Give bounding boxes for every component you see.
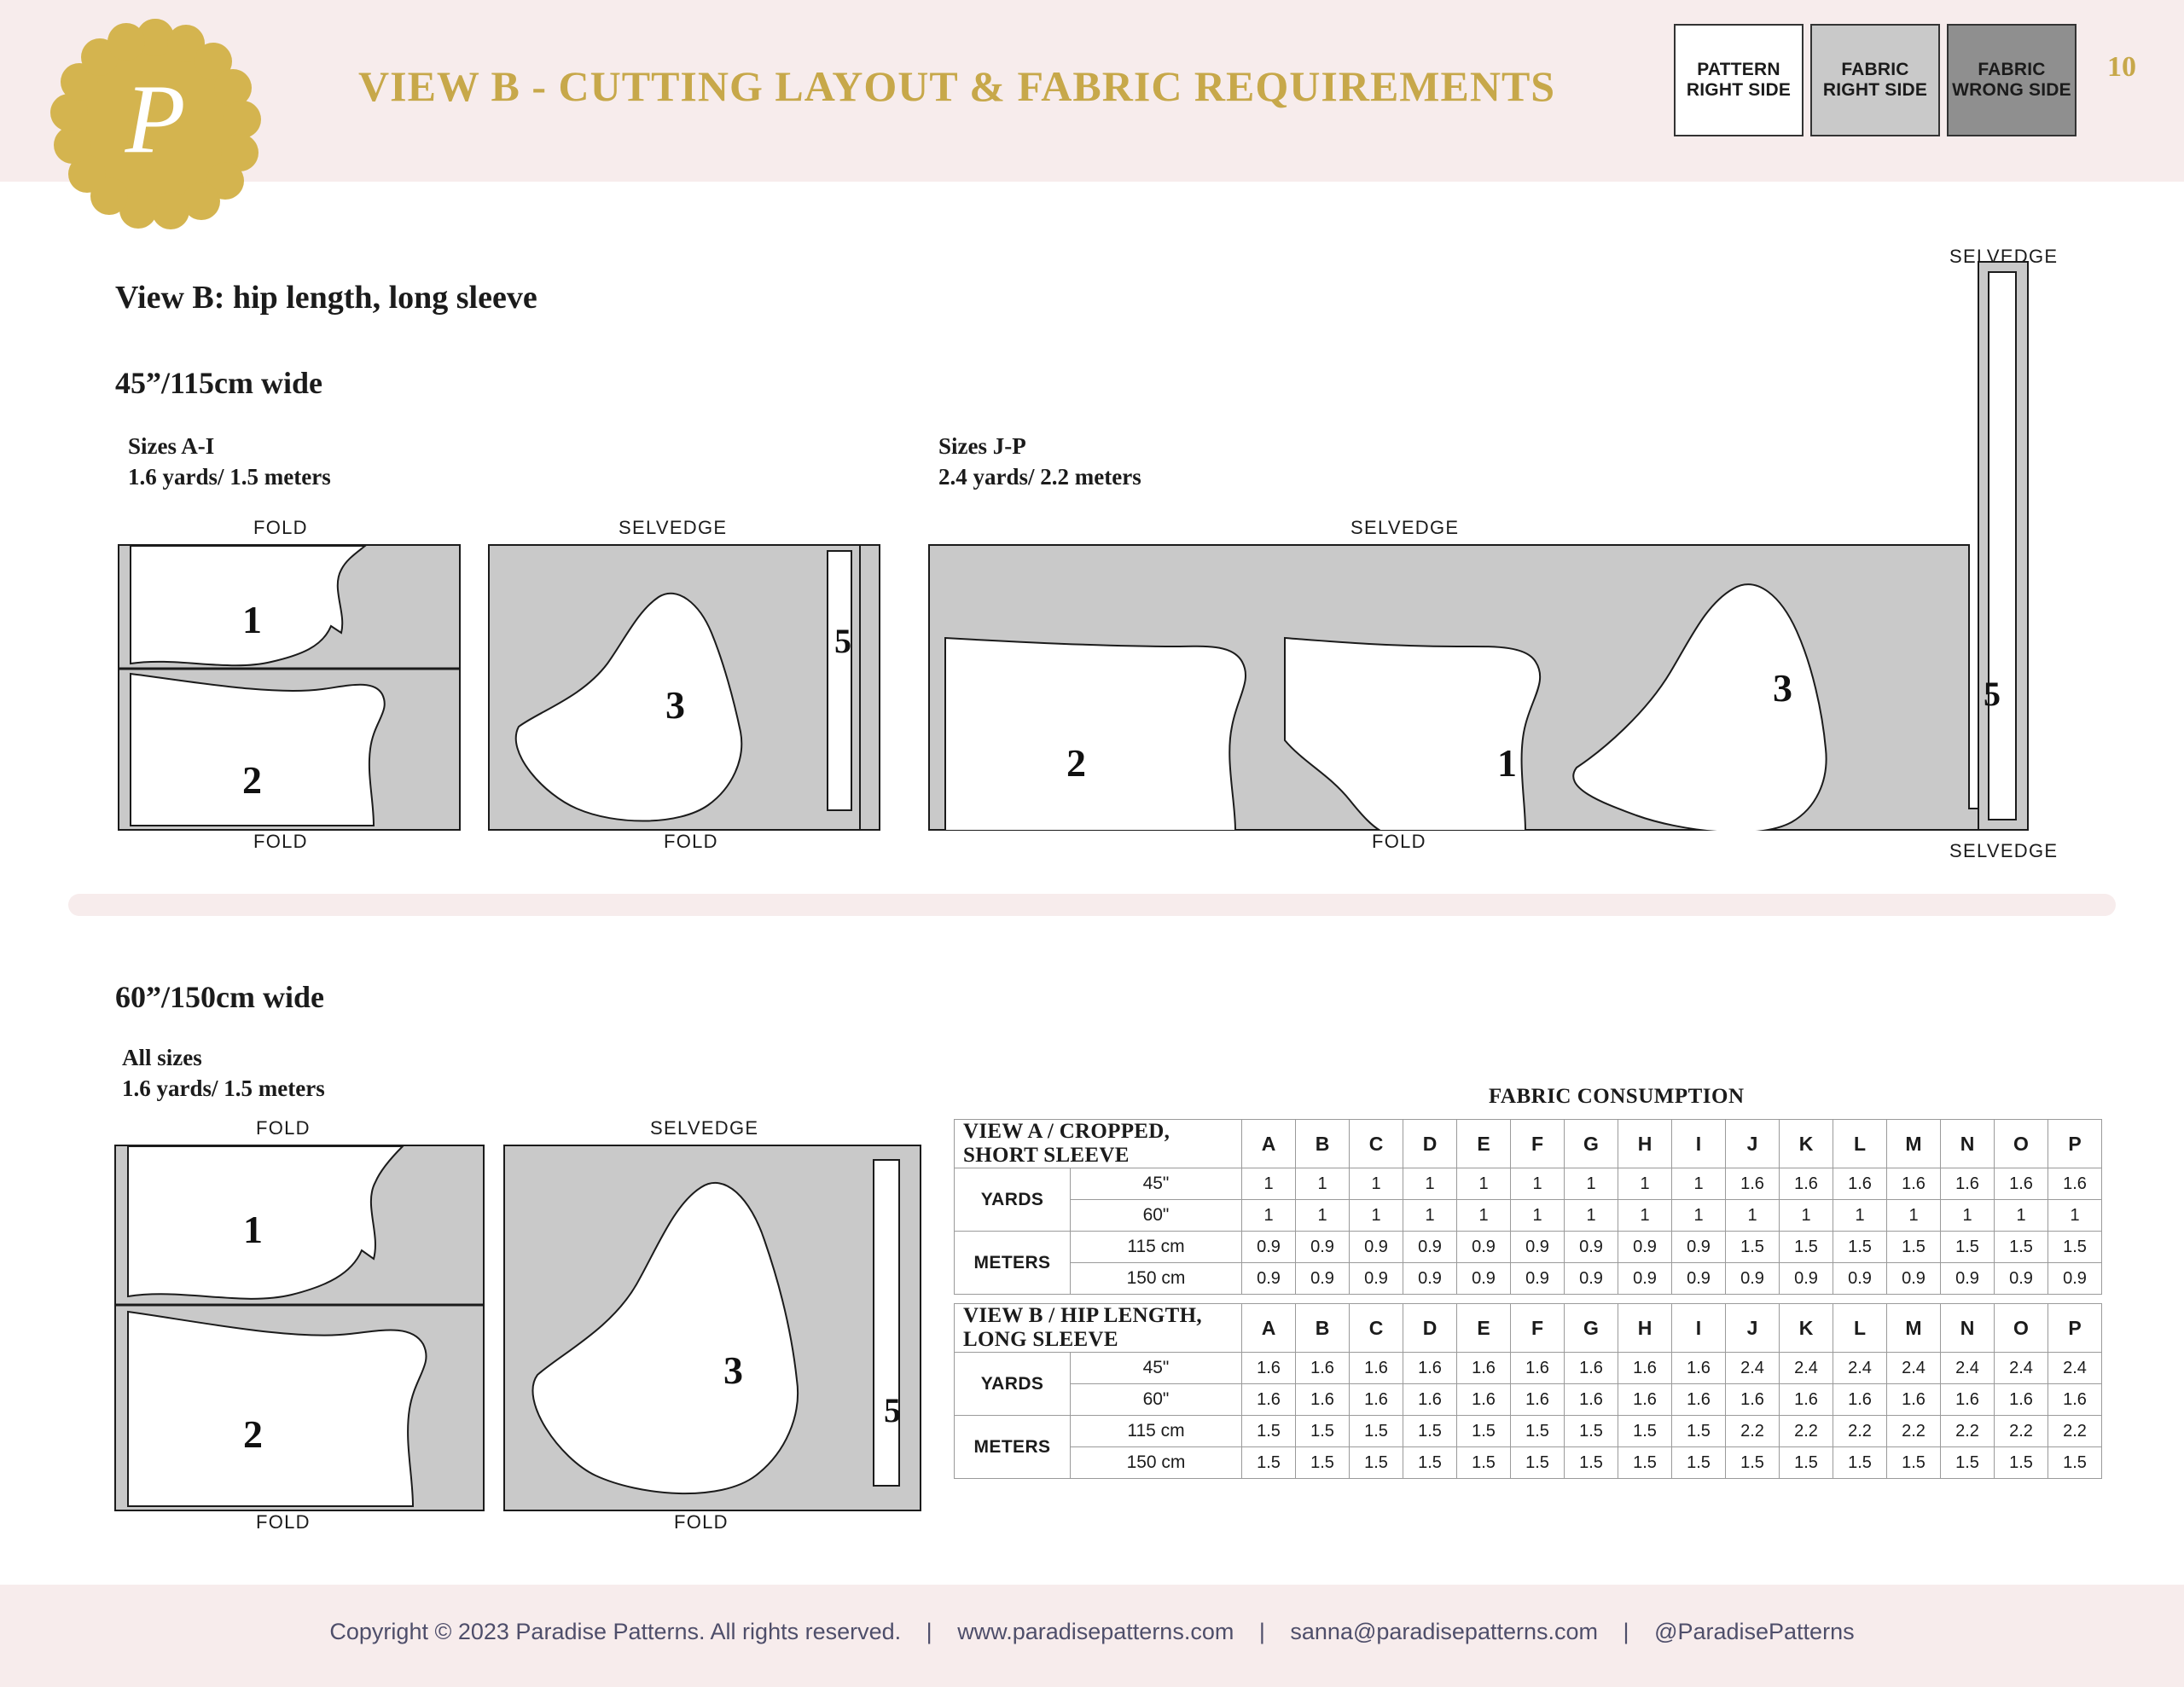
size-column-header: J xyxy=(1726,1304,1780,1353)
consumption-value: 0.9 xyxy=(1296,1263,1350,1295)
consumption-value: 1.6 xyxy=(1995,1168,2048,1200)
all-sizes-label: All sizes xyxy=(122,1045,202,1070)
consumption-value: 1 xyxy=(1618,1200,1672,1232)
sizes-j-p-yardage: 2.4 yards/ 2.2 meters xyxy=(938,464,1141,490)
consumption-value: 1 xyxy=(1350,1200,1403,1232)
measure-label: 150 cm xyxy=(1071,1263,1242,1295)
consumption-value: 1.6 xyxy=(1403,1384,1457,1416)
consumption-value: 1.5 xyxy=(1618,1416,1672,1447)
footer-copyright: Copyright © 2023 Paradise Patterns. All rights reserved. xyxy=(329,1619,902,1644)
consumption-value: 0.9 xyxy=(1833,1263,1887,1295)
piece-number-3-a: 3 xyxy=(665,683,685,727)
consumption-value: 1 xyxy=(1565,1168,1618,1200)
consumption-value: 0.9 xyxy=(1403,1263,1457,1295)
piece-number-1-a: 1 xyxy=(242,598,262,641)
consumption-value: 1 xyxy=(1457,1168,1511,1200)
piece-number-5-c: 5 xyxy=(884,1391,901,1429)
consumption-value: 1.5 xyxy=(1995,1232,2048,1263)
consumption-value: 1.6 xyxy=(1403,1353,1457,1384)
consumption-value: 1.5 xyxy=(1457,1447,1511,1479)
consumption-value: 1.5 xyxy=(1941,1232,1995,1263)
size-column-header: N xyxy=(1941,1304,1995,1353)
pattern-pieces-c2 xyxy=(503,1145,921,1511)
table-row xyxy=(955,1263,2102,1295)
consumption-value: 2.2 xyxy=(1833,1416,1887,1447)
piece-number-5-a: 5 xyxy=(834,622,851,660)
consumption-value: 1 xyxy=(1618,1168,1672,1200)
sizes-j-p-label: Sizes J-P xyxy=(938,433,1026,459)
consumption-value: 2.4 xyxy=(1995,1353,2048,1384)
consumption-value: 1 xyxy=(1833,1200,1887,1232)
sizes-a-i-label: Sizes A-I xyxy=(128,433,215,459)
size-column-header: B xyxy=(1296,1120,1350,1168)
consumption-value: 2.4 xyxy=(1833,1353,1887,1384)
consumption-value: 0.9 xyxy=(1242,1232,1296,1263)
table-row xyxy=(955,1200,2102,1232)
consumption-value: 1.6 xyxy=(1887,1384,1941,1416)
consumption-value: 1.5 xyxy=(1995,1447,2048,1479)
consumption-value: 0.9 xyxy=(1457,1232,1511,1263)
size-column-header: K xyxy=(1780,1304,1833,1353)
selvedge-label-b-top: SELVEDGE xyxy=(1350,517,1460,538)
consumption-value: 2.2 xyxy=(1995,1416,2048,1447)
page-number: 10 xyxy=(2107,51,2136,83)
consumption-value: 1.6 xyxy=(1833,1168,1887,1200)
consumption-value: 1.5 xyxy=(1350,1416,1403,1447)
consumption-value: 1.6 xyxy=(1618,1353,1672,1384)
consumption-value: 0.9 xyxy=(1780,1263,1833,1295)
footer-separator-2: | xyxy=(1258,1619,1265,1644)
consumption-value: 1.5 xyxy=(1672,1447,1726,1479)
piece-number-3-b: 3 xyxy=(1773,666,1792,710)
consumption-value: 1.5 xyxy=(1296,1447,1350,1479)
consumption-value: 1.5 xyxy=(2048,1447,2102,1479)
table-header-row xyxy=(955,1120,2102,1168)
selvedge-label-c2: SELVEDGE xyxy=(650,1117,759,1139)
consumption-value: 1.6 xyxy=(1350,1353,1403,1384)
fold-label-a2: FOLD xyxy=(664,831,718,852)
size-column-header: A xyxy=(1242,1304,1296,1353)
footer-content xyxy=(0,1619,2184,1645)
consumption-value: 2.4 xyxy=(1941,1353,1995,1384)
width-heading-60: 60”/150cm wide xyxy=(115,980,324,1014)
consumption-value: 1 xyxy=(1296,1168,1350,1200)
fold-label-bottom-c: FOLD xyxy=(256,1511,311,1533)
sizes-a-i-note xyxy=(128,431,331,493)
consumption-value: 1.5 xyxy=(1887,1232,1941,1263)
fabric-consumption-title: FABRIC CONSUMPTION xyxy=(1489,1085,1745,1108)
consumption-value: 1.5 xyxy=(1565,1416,1618,1447)
fold-label-bottom-a: FOLD xyxy=(253,831,308,852)
consumption-value: 1 xyxy=(1726,1200,1780,1232)
consumption-value: 1.5 xyxy=(1403,1416,1457,1447)
consumption-value: 0.9 xyxy=(1941,1263,1995,1295)
consumption-value: 1.5 xyxy=(1833,1232,1887,1263)
fabric-consumption-table-view-a xyxy=(954,1119,2102,1295)
consumption-value: 0.9 xyxy=(1672,1263,1726,1295)
size-column-header: K xyxy=(1780,1120,1833,1168)
size-column-header: P xyxy=(2048,1304,2102,1353)
fold-label-top-a: FOLD xyxy=(253,517,308,538)
consumption-value: 2.2 xyxy=(2048,1416,2102,1447)
consumption-value: 1.5 xyxy=(1457,1416,1511,1447)
measure-label: 45" xyxy=(1071,1168,1242,1200)
consumption-value: 2.2 xyxy=(1941,1416,1995,1447)
consumption-value: 0.9 xyxy=(1511,1263,1565,1295)
consumption-value: 1 xyxy=(1457,1200,1511,1232)
consumption-value: 1.6 xyxy=(2048,1168,2102,1200)
consumption-value: 1.6 xyxy=(1780,1168,1833,1200)
footer-website[interactable]: www.paradisepatterns.com xyxy=(957,1619,1234,1644)
consumption-value: 0.9 xyxy=(1350,1263,1403,1295)
fabric-consumption-table-view-b xyxy=(954,1303,2102,1479)
consumption-value: 1.5 xyxy=(1941,1447,1995,1479)
consumption-value: 0.9 xyxy=(1457,1263,1511,1295)
piece-number-2-b: 2 xyxy=(1066,741,1086,785)
consumption-value: 1.5 xyxy=(1833,1447,1887,1479)
consumption-value: 1 xyxy=(1350,1168,1403,1200)
consumption-value: 1.6 xyxy=(1780,1384,1833,1416)
size-column-header: F xyxy=(1511,1120,1565,1168)
piece-number-5-b: 5 xyxy=(1984,675,2001,713)
consumption-value: 1.6 xyxy=(1511,1353,1565,1384)
size-column-header: F xyxy=(1511,1304,1565,1353)
consumption-value: 1.5 xyxy=(1780,1232,1833,1263)
size-column-header: C xyxy=(1350,1304,1403,1353)
measure-label: 115 cm xyxy=(1071,1232,1242,1263)
consumption-value: 1.6 xyxy=(1457,1353,1511,1384)
measure-label: 150 cm xyxy=(1071,1447,1242,1479)
fold-label-c2: FOLD xyxy=(674,1511,729,1533)
consumption-value: 1.5 xyxy=(1511,1416,1565,1447)
consumption-value: 0.9 xyxy=(1618,1263,1672,1295)
table-row xyxy=(955,1232,2102,1263)
table-row xyxy=(955,1447,2102,1479)
consumption-value: 1.5 xyxy=(1726,1232,1780,1263)
consumption-value: 0.9 xyxy=(1565,1232,1618,1263)
svg-text:P: P xyxy=(125,65,186,174)
size-column-header: O xyxy=(1995,1120,2048,1168)
table-row xyxy=(955,1384,2102,1416)
consumption-value: 1 xyxy=(1511,1168,1565,1200)
consumption-value: 1.6 xyxy=(1350,1384,1403,1416)
consumption-value: 2.4 xyxy=(2048,1353,2102,1384)
size-column-header: P xyxy=(2048,1120,2102,1168)
consumption-value: 1 xyxy=(1403,1200,1457,1232)
unit-label: METERS xyxy=(955,1416,1071,1479)
size-column-header: H xyxy=(1618,1304,1672,1353)
consumption-value: 2.2 xyxy=(1726,1416,1780,1447)
size-column-header: I xyxy=(1672,1304,1726,1353)
consumption-value: 0.9 xyxy=(1565,1263,1618,1295)
consumption-value: 1 xyxy=(1780,1200,1833,1232)
pattern-pieces-b xyxy=(928,544,2029,831)
consumption-value: 2.4 xyxy=(1887,1353,1941,1384)
measure-label: 60" xyxy=(1071,1384,1242,1416)
consumption-value: 1 xyxy=(1511,1200,1565,1232)
size-column-header: I xyxy=(1672,1120,1726,1168)
consumption-value: 0.9 xyxy=(1726,1263,1780,1295)
footer-separator-3: | xyxy=(1623,1619,1629,1644)
consumption-value: 1.6 xyxy=(1565,1384,1618,1416)
selvedge-label-b-strip-top: SELVEDGE xyxy=(1949,246,2059,267)
consumption-value: 1.6 xyxy=(1565,1353,1618,1384)
consumption-value: 1 xyxy=(1296,1200,1350,1232)
size-column-header: M xyxy=(1887,1120,1941,1168)
pattern-pieces-a1 xyxy=(118,544,461,831)
consumption-value: 1.6 xyxy=(1242,1353,1296,1384)
consumption-value: 1 xyxy=(1672,1168,1726,1200)
consumption-value: 1.6 xyxy=(1457,1384,1511,1416)
consumption-value: 1.6 xyxy=(1833,1384,1887,1416)
size-column-header: O xyxy=(1995,1304,2048,1353)
piece-number-3-c: 3 xyxy=(723,1348,743,1392)
consumption-value: 0.9 xyxy=(1242,1263,1296,1295)
section-divider xyxy=(68,894,2116,916)
size-column-header: L xyxy=(1833,1304,1887,1353)
view-subtitle: View B: hip length, long sleeve xyxy=(115,280,537,316)
consumption-value: 2.2 xyxy=(1887,1416,1941,1447)
selvedge-label-b-strip-bottom: SELVEDGE xyxy=(1949,840,2059,861)
consumption-value: 1.5 xyxy=(2048,1232,2102,1263)
unit-label: YARDS xyxy=(955,1168,1071,1232)
consumption-value: 0.9 xyxy=(1995,1263,2048,1295)
consumption-value: 1.5 xyxy=(1618,1447,1672,1479)
consumption-value: 1.5 xyxy=(1726,1447,1780,1479)
consumption-value: 1.5 xyxy=(1565,1447,1618,1479)
size-column-header: E xyxy=(1457,1120,1511,1168)
consumption-value: 0.9 xyxy=(1618,1232,1672,1263)
size-column-header: C xyxy=(1350,1120,1403,1168)
table-name: VIEW A / CROPPED, SHORT SLEEVE xyxy=(955,1120,1242,1168)
fold-label-b: FOLD xyxy=(1372,831,1426,852)
consumption-value: 1 xyxy=(1995,1200,2048,1232)
size-column-header: D xyxy=(1403,1304,1457,1353)
size-column-header: J xyxy=(1726,1120,1780,1168)
consumption-value: 1 xyxy=(1672,1200,1726,1232)
legend-pattern-right-side: PATTERN RIGHT SIDE xyxy=(1674,24,1804,136)
consumption-value: 2.4 xyxy=(1780,1353,1833,1384)
consumption-value: 1 xyxy=(1941,1200,1995,1232)
brand-logo xyxy=(49,19,261,230)
size-column-header: D xyxy=(1403,1120,1457,1168)
page-title: VIEW B - CUTTING LAYOUT & FABRIC REQUIREMENTS xyxy=(358,62,1556,110)
consumption-value: 1 xyxy=(2048,1200,2102,1232)
consumption-value: 1.6 xyxy=(1941,1384,1995,1416)
consumption-value: 1.5 xyxy=(1350,1447,1403,1479)
consumption-value: 1 xyxy=(1242,1200,1296,1232)
consumption-value: 2.2 xyxy=(1780,1416,1833,1447)
consumption-value: 1.6 xyxy=(1672,1384,1726,1416)
all-sizes-yardage: 1.6 yards/ 1.5 meters xyxy=(122,1075,325,1102)
sizes-a-i-yardage: 1.6 yards/ 1.5 meters xyxy=(128,464,331,490)
consumption-value: 1.6 xyxy=(1242,1384,1296,1416)
legend-fabric-right-side: FABRIC RIGHT SIDE xyxy=(1810,24,1940,136)
consumption-value: 0.9 xyxy=(1887,1263,1941,1295)
consumption-value: 1.5 xyxy=(1672,1416,1726,1447)
size-column-header: E xyxy=(1457,1304,1511,1353)
size-column-header: A xyxy=(1242,1120,1296,1168)
consumption-value: 1 xyxy=(1403,1168,1457,1200)
table-row xyxy=(955,1168,2102,1200)
consumption-value: 1.5 xyxy=(1296,1416,1350,1447)
consumption-value: 0.9 xyxy=(1350,1232,1403,1263)
consumption-value: 1.6 xyxy=(2048,1384,2102,1416)
footer-email[interactable]: sanna@paradisepatterns.com xyxy=(1290,1619,1599,1644)
consumption-value: 1.5 xyxy=(1242,1416,1296,1447)
all-sizes-note xyxy=(122,1042,325,1104)
consumption-value: 1.6 xyxy=(1887,1168,1941,1200)
pattern-piece-5-strip-b xyxy=(1988,271,2017,820)
measure-label: 115 cm xyxy=(1071,1416,1242,1447)
consumption-value: 0.9 xyxy=(2048,1263,2102,1295)
unit-label: YARDS xyxy=(955,1353,1071,1416)
piece-number-2-c: 2 xyxy=(243,1412,263,1456)
width-heading-45: 45”/115cm wide xyxy=(115,366,322,400)
consumption-value: 0.9 xyxy=(1672,1232,1726,1263)
measure-label: 60" xyxy=(1071,1200,1242,1232)
consumption-value: 1.5 xyxy=(1511,1447,1565,1479)
unit-label: METERS xyxy=(955,1232,1071,1295)
consumption-value: 1.5 xyxy=(1780,1447,1833,1479)
consumption-value: 1.6 xyxy=(1296,1353,1350,1384)
measure-label: 45" xyxy=(1071,1353,1242,1384)
consumption-value: 1.6 xyxy=(1726,1168,1780,1200)
footer-social[interactable]: @ParadisePatterns xyxy=(1654,1619,1855,1644)
table-name: VIEW B / HIP LENGTH, LONG SLEEVE xyxy=(955,1304,1242,1353)
piece-number-2-a: 2 xyxy=(242,758,262,802)
consumption-value: 1.6 xyxy=(1618,1384,1672,1416)
consumption-value: 1.6 xyxy=(1726,1384,1780,1416)
footer-separator-1: | xyxy=(926,1619,932,1644)
consumption-value: 1.6 xyxy=(1672,1353,1726,1384)
consumption-value: 0.9 xyxy=(1403,1232,1457,1263)
consumption-value: 1.5 xyxy=(1403,1447,1457,1479)
piece-number-1-b: 1 xyxy=(1497,741,1517,785)
size-column-header: G xyxy=(1565,1304,1618,1353)
consumption-value: 1.6 xyxy=(1995,1384,2048,1416)
table-row xyxy=(955,1416,2102,1447)
consumption-value: 1.6 xyxy=(1941,1168,1995,1200)
consumption-value: 0.9 xyxy=(1296,1232,1350,1263)
size-column-header: L xyxy=(1833,1120,1887,1168)
consumption-value: 1.5 xyxy=(1242,1447,1296,1479)
consumption-value: 1 xyxy=(1565,1200,1618,1232)
legend-fabric-wrong-side: FABRIC WRONG SIDE xyxy=(1947,24,2077,136)
table-header-row xyxy=(955,1304,2102,1353)
consumption-value: 1 xyxy=(1887,1200,1941,1232)
size-column-header: G xyxy=(1565,1120,1618,1168)
size-column-header: B xyxy=(1296,1304,1350,1353)
piece-number-1-c: 1 xyxy=(243,1208,263,1251)
sizes-j-p-note xyxy=(938,431,1141,493)
size-column-header: M xyxy=(1887,1304,1941,1353)
consumption-value: 2.4 xyxy=(1726,1353,1780,1384)
size-column-header: H xyxy=(1618,1120,1672,1168)
consumption-value: 1 xyxy=(1242,1168,1296,1200)
consumption-value: 1.6 xyxy=(1511,1384,1565,1416)
selvedge-label-a2: SELVEDGE xyxy=(619,517,728,538)
table-row xyxy=(955,1353,2102,1384)
pattern-pieces-c1 xyxy=(114,1145,485,1511)
consumption-value: 0.9 xyxy=(1511,1232,1565,1263)
consumption-value: 1.5 xyxy=(1887,1447,1941,1479)
fold-label-top-c: FOLD xyxy=(256,1117,311,1139)
consumption-value: 1.6 xyxy=(1296,1384,1350,1416)
size-column-header: N xyxy=(1941,1120,1995,1168)
